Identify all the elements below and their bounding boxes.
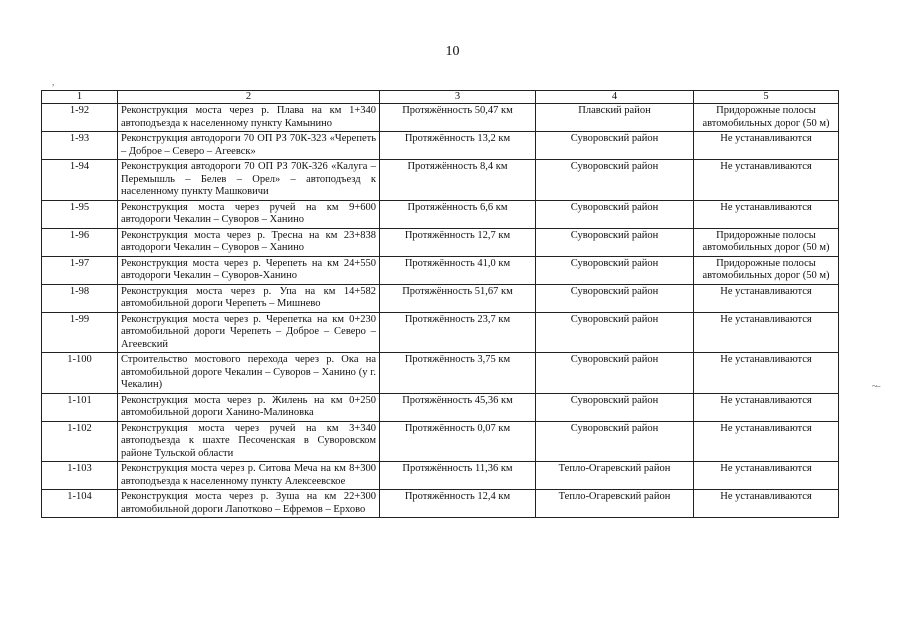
row-number: 1-92 bbox=[42, 104, 118, 132]
region-name: Суворовский район bbox=[536, 421, 694, 462]
object-length: Протяжённость 12,7 км bbox=[380, 228, 536, 256]
object-name: Реконструкция моста через ручей на км 3+340 автоподъезда к шахте Песоченская в Суворовском районе Тульской области bbox=[118, 421, 380, 462]
object-name: Реконструкция моста через р. Зуша на км 22+300 автомобильной дороги Лапотково – Ефремов – Ерхово bbox=[118, 490, 380, 518]
row-number: 1-104 bbox=[42, 490, 118, 518]
table-row bbox=[42, 421, 839, 462]
object-name: Реконструкция автодороги 70 ОП РЗ 70К-326 «Калуга – Перемышль – Белев – Орел» – автоподъезд к населенному пункту Машковичи bbox=[118, 160, 380, 201]
column-header: 5 bbox=[694, 91, 839, 104]
region-name: Суворовский район bbox=[536, 393, 694, 421]
object-name: Реконструкция моста через р. Жилень на км 0+250 автомобильной дороги Ханино-Малиновка bbox=[118, 393, 380, 421]
row-number: 1-96 bbox=[42, 228, 118, 256]
zone-type: Придорожные полосы автомобильных дорог (50 м) bbox=[694, 104, 839, 132]
object-length: Протяжённость 11,36 км bbox=[380, 462, 536, 490]
row-number: 1-93 bbox=[42, 132, 118, 160]
table-row bbox=[42, 200, 839, 228]
object-length: Протяжённость 41,0 км bbox=[380, 256, 536, 284]
object-name: Реконструкция моста через р. Упа на км 14+582 автомобильной дороги Черепеть – Мишнево bbox=[118, 284, 380, 312]
zone-type: Не устанавливаются bbox=[694, 393, 839, 421]
row-number: 1-98 bbox=[42, 284, 118, 312]
object-length: Протяжённость 51,67 км bbox=[380, 284, 536, 312]
table-row bbox=[42, 312, 839, 353]
zone-type: Не устанавливаются bbox=[694, 160, 839, 201]
zone-type: Не устанавливаются bbox=[694, 284, 839, 312]
table-row bbox=[42, 132, 839, 160]
zone-type: Не устанавливаются bbox=[694, 421, 839, 462]
scan-mark: ~– bbox=[872, 381, 880, 391]
zone-type: Придорожные полосы автомобильных дорог (50 м) bbox=[694, 228, 839, 256]
table-row bbox=[42, 284, 839, 312]
object-name: Реконструкция моста через р. Черепеть на км 24+550 автодороги Чекалин – Суворов-Ханино bbox=[118, 256, 380, 284]
scan-mark: , bbox=[52, 77, 55, 87]
region-name: Плавский район bbox=[536, 104, 694, 132]
row-number: 1-102 bbox=[42, 421, 118, 462]
region-name: Суворовский район bbox=[536, 228, 694, 256]
column-header: 3 bbox=[380, 91, 536, 104]
region-name: Суворовский район bbox=[536, 160, 694, 201]
object-length: Протяжённость 45,36 км bbox=[380, 393, 536, 421]
table-row bbox=[42, 353, 839, 394]
region-name: Тепло-Огаревский район bbox=[536, 462, 694, 490]
zone-type: Не устанавливаются bbox=[694, 353, 839, 394]
object-name: Реконструкция моста через ручей на км 9+600 автодороги Чекалин – Суворов – Ханино bbox=[118, 200, 380, 228]
region-name: Суворовский район bbox=[536, 256, 694, 284]
object-name: Строительство мостового перехода через р. Ока на автомобильной дороге Чекалин – Суворов – Ханино (у г. Чекалин) bbox=[118, 353, 380, 394]
zone-type: Придорожные полосы автомобильных дорог (50 м) bbox=[694, 256, 839, 284]
row-number: 1-95 bbox=[42, 200, 118, 228]
object-name: Реконструкция моста через р. Ситова Меча на км 8+300 автоподъезда к населенному пункту Алексеевское bbox=[118, 462, 380, 490]
column-header: 4 bbox=[536, 91, 694, 104]
region-name: Тепло-Огаревский район bbox=[536, 490, 694, 518]
table-header-row bbox=[42, 91, 839, 104]
object-name: Реконструкция моста через р. Тресна на км 23+838 автодороги Чекалин – Суворов – Ханино bbox=[118, 228, 380, 256]
row-number: 1-100 bbox=[42, 353, 118, 394]
region-name: Суворовский район bbox=[536, 312, 694, 353]
object-length: Протяжённость 13,2 км bbox=[380, 132, 536, 160]
row-number: 1-94 bbox=[42, 160, 118, 201]
region-name: Суворовский район bbox=[536, 132, 694, 160]
object-length: Протяжённость 3,75 км bbox=[380, 353, 536, 394]
row-number: 1-101 bbox=[42, 393, 118, 421]
row-number: 1-99 bbox=[42, 312, 118, 353]
table-row bbox=[42, 256, 839, 284]
zone-type: Не устанавливаются bbox=[694, 312, 839, 353]
column-header: 1 bbox=[42, 91, 118, 104]
table-body bbox=[42, 104, 839, 518]
object-name: Реконструкция моста через р. Плава на км 1+340 автоподъезда к населенному пункту Камынино bbox=[118, 104, 380, 132]
zone-type: Не устанавливаются bbox=[694, 132, 839, 160]
object-length: Протяжённость 0,07 км bbox=[380, 421, 536, 462]
column-header: 2 bbox=[118, 91, 380, 104]
region-name: Суворовский район bbox=[536, 284, 694, 312]
object-length: Протяжённость 12,4 км bbox=[380, 490, 536, 518]
zone-type: Не устанавливаются bbox=[694, 490, 839, 518]
region-name: Суворовский район bbox=[536, 353, 694, 394]
object-name: Реконструкция моста через р. Черепетка на км 0+230 автомобильной дороги Черепеть – Доброе – Северо – Агеевский bbox=[118, 312, 380, 353]
table-row bbox=[42, 228, 839, 256]
zone-type: Не устанавливаются bbox=[694, 462, 839, 490]
object-length: Протяжённость 8,4 км bbox=[380, 160, 536, 201]
table-row bbox=[42, 490, 839, 518]
table-row bbox=[42, 393, 839, 421]
region-name: Суворовский район bbox=[536, 200, 694, 228]
object-length: Протяжённость 50,47 км bbox=[380, 104, 536, 132]
object-name: Реконструкция автодороги 70 ОП РЗ 70К-323 «Черепеть – Доброе – Северо – Агеевск» bbox=[118, 132, 380, 160]
object-length: Протяжённость 6,6 км bbox=[380, 200, 536, 228]
objects-table bbox=[41, 90, 839, 518]
object-length: Протяжённость 23,7 км bbox=[380, 312, 536, 353]
row-number: 1-103 bbox=[42, 462, 118, 490]
table-row bbox=[42, 160, 839, 201]
zone-type: Не устанавливаются bbox=[694, 200, 839, 228]
table-row bbox=[42, 104, 839, 132]
page-number: 10 bbox=[445, 44, 460, 59]
row-number: 1-97 bbox=[42, 256, 118, 284]
table-row bbox=[42, 462, 839, 490]
